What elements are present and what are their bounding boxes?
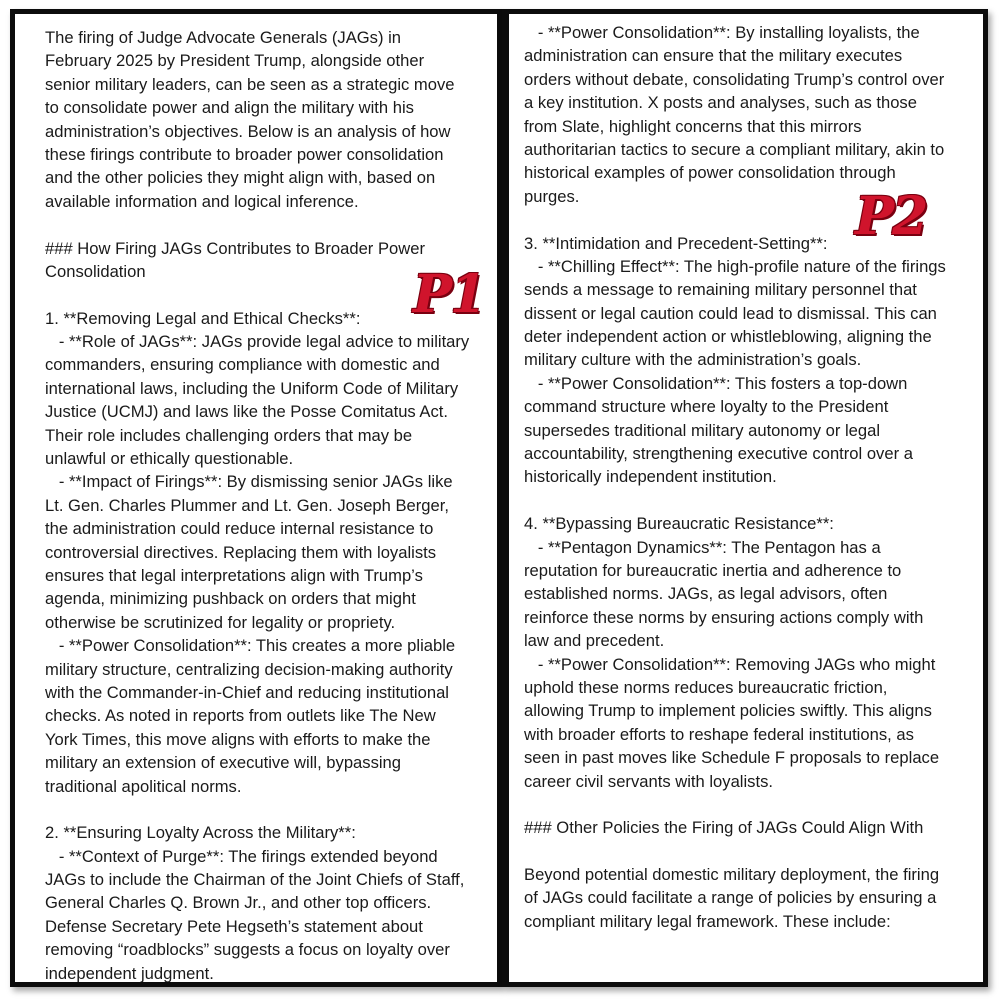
page-2-text bbox=[524, 21, 946, 933]
text-line: administration’s objectives. Below is an analysis of how bbox=[45, 121, 451, 141]
text-line bbox=[45, 213, 469, 236]
text-line: JAGs to include the Chairman of the Joint Chiefs of Staff, bbox=[45, 870, 465, 890]
text-line bbox=[45, 283, 469, 306]
text-line bbox=[524, 489, 946, 512]
text-line: compliant military legal framework. These include: bbox=[524, 911, 891, 931]
text-line: historical examples of power consolidation through bbox=[524, 163, 896, 183]
text-line: - **Power Consolidation**: Removing JAGs who might bbox=[524, 654, 936, 674]
text-line: of JAGs could facilitate a range of policies by ensuring a bbox=[524, 888, 937, 908]
text-line: these firings contribute to broader power consolidation bbox=[45, 144, 444, 164]
text-line: unlawful or ethically questionable. bbox=[45, 449, 294, 469]
text-line: 2. **Ensuring Loyalty Across the Military**: bbox=[45, 823, 356, 843]
text-line: military culture with the administration’s goals. bbox=[524, 350, 862, 370]
text-line: seen in past moves like Schedule F proposals to replace bbox=[524, 748, 940, 768]
text-line: - **Impact of Firings**: By dismissing senior JAGs like bbox=[45, 472, 453, 492]
text-line: traditional apolitical norms. bbox=[45, 776, 242, 796]
text-line: administration can ensure that the military executes bbox=[524, 46, 903, 66]
text-line: from Slate, highlight concerns that this mirrors bbox=[524, 116, 862, 136]
text-line: supersedes traditional military autonomy or legal bbox=[524, 420, 881, 440]
text-line: The firing of Judge Advocate Generals (JAGs) in bbox=[45, 28, 402, 47]
text-line: removing “roadblocks” suggests a focus on loyalty over bbox=[45, 940, 450, 960]
text-line: independent judgment. bbox=[45, 963, 214, 983]
text-line: 3. **Intimidation and Precedent-Setting**: bbox=[524, 233, 828, 253]
text-line: Consolidation bbox=[45, 261, 146, 281]
text-line: command structure where loyalty to the President bbox=[524, 397, 889, 417]
text-line: commanders, ensuring compliance with domestic and bbox=[45, 355, 440, 375]
text-line: Justice (UCMJ) and laws like the Posse Comitatus Act. bbox=[45, 402, 448, 422]
text-line: checks. As noted in reports from outlets like The New bbox=[45, 706, 436, 726]
text-line: deter independent action or whistleblowing, aligning the bbox=[524, 327, 932, 347]
text-line bbox=[45, 798, 469, 821]
text-line: with the Commander-in-Chief and reducing institutional bbox=[45, 682, 449, 702]
text-line: agenda, minimizing pushback on orders that might bbox=[45, 589, 416, 609]
text-line: ### Other Policies the Firing of JAGs Could Align With bbox=[524, 818, 924, 838]
text-line: available information and logical inference. bbox=[45, 191, 359, 211]
page-label-p1: P1 bbox=[413, 264, 485, 325]
text-line: career civil servants with loyalists. bbox=[524, 771, 773, 791]
page-1 bbox=[10, 9, 502, 987]
text-line: senior military leaders, can be seen as a strategic move bbox=[45, 74, 455, 94]
text-line: - **Chilling Effect**: The high-profile nature of the firings bbox=[524, 256, 946, 276]
text-line: historically independent institution. bbox=[524, 467, 777, 487]
text-line: authoritarian tactics to secure a compliant military, akin to bbox=[524, 139, 945, 159]
text-line: Beyond potential domestic military deployment, the firing bbox=[524, 865, 940, 885]
text-line bbox=[524, 793, 946, 816]
text-line: accountability, strengthening executive control over a bbox=[524, 444, 913, 464]
text-line: - **Power Consolidation**: This fosters a top-down bbox=[524, 373, 908, 393]
text-line: a key institution. X posts and analyses, such as those bbox=[524, 93, 917, 113]
text-line: reputation for bureaucratic inertia and adherence to bbox=[524, 560, 902, 580]
text-line: - **Context of Purge**: The firings extended beyond bbox=[45, 846, 438, 866]
text-line: February 2025 by President Trump, alongside other bbox=[45, 51, 425, 71]
text-line: law and precedent. bbox=[524, 631, 665, 651]
text-line: otherwise be scrutinized for legality or propriety. bbox=[45, 612, 396, 632]
page-2 bbox=[502, 9, 988, 987]
text-line: military structure, centralizing decision-making authority bbox=[45, 659, 453, 679]
text-line: allowing Trump to implement policies swiftly. This aligns bbox=[524, 701, 932, 721]
text-line: Their role includes challenging orders that may be bbox=[45, 425, 413, 445]
text-line: to consolidate power and align the military with his bbox=[45, 98, 414, 118]
text-line: ### How Firing JAGs Contributes to Broader Power bbox=[45, 238, 425, 258]
text-line: the administration could reduce internal resistance to bbox=[45, 519, 434, 539]
text-line bbox=[524, 840, 946, 863]
text-line: York Times, this move aligns with efforts to make the bbox=[45, 729, 431, 749]
text-line: General Charles Q. Brown Jr., and other top officers. bbox=[45, 893, 432, 913]
text-line: controversial directives. Replacing them with loyalists bbox=[45, 542, 437, 562]
text-line: established norms. JAGs, as legal advisors, often bbox=[524, 584, 888, 604]
text-line: sends a message to remaining military personnel that bbox=[524, 280, 917, 300]
text-line: reinforce these norms by ensuring actions comply with bbox=[524, 607, 924, 627]
text-line: 1. **Removing Legal and Ethical Checks**: bbox=[45, 308, 361, 328]
text-line: orders without debate, consolidating Trump’s control over bbox=[524, 69, 945, 89]
text-line: purges. bbox=[524, 186, 580, 206]
text-line: and the other policies they might align with, based on bbox=[45, 168, 436, 188]
text-line: dissent or legal caution could lead to dismissal. This can bbox=[524, 303, 937, 323]
text-line: - **Power Consolidation**: This creates a more pliable bbox=[45, 636, 456, 656]
text-line: international laws, including the Uniform Code of Military bbox=[45, 378, 459, 398]
text-line: military an extension of executive will, bypassing bbox=[45, 753, 402, 773]
text-line: uphold these norms reduces bureaucratic friction, bbox=[524, 677, 888, 697]
text-line: Lt. Gen. Charles Plummer and Lt. Gen. Joseph Berger, bbox=[45, 495, 449, 515]
text-line: - **Power Consolidation**: By installing loyalists, the bbox=[524, 23, 920, 42]
page-label-p2: P2 bbox=[855, 186, 927, 247]
text-line: Defense Secretary Pete Hegseth’s statement about bbox=[45, 916, 423, 936]
page-1-text bbox=[45, 26, 469, 985]
text-line: - **Role of JAGs**: JAGs provide legal advice to military bbox=[45, 332, 470, 352]
text-line: - **Pentagon Dynamics**: The Pentagon has a bbox=[524, 537, 881, 557]
text-line: with broader efforts to reshape federal institutions, as bbox=[524, 724, 914, 744]
text-line: 4. **Bypassing Bureaucratic Resistance**: bbox=[524, 514, 834, 534]
text-line: ensures that legal interpretations align with Trump’s bbox=[45, 565, 423, 585]
